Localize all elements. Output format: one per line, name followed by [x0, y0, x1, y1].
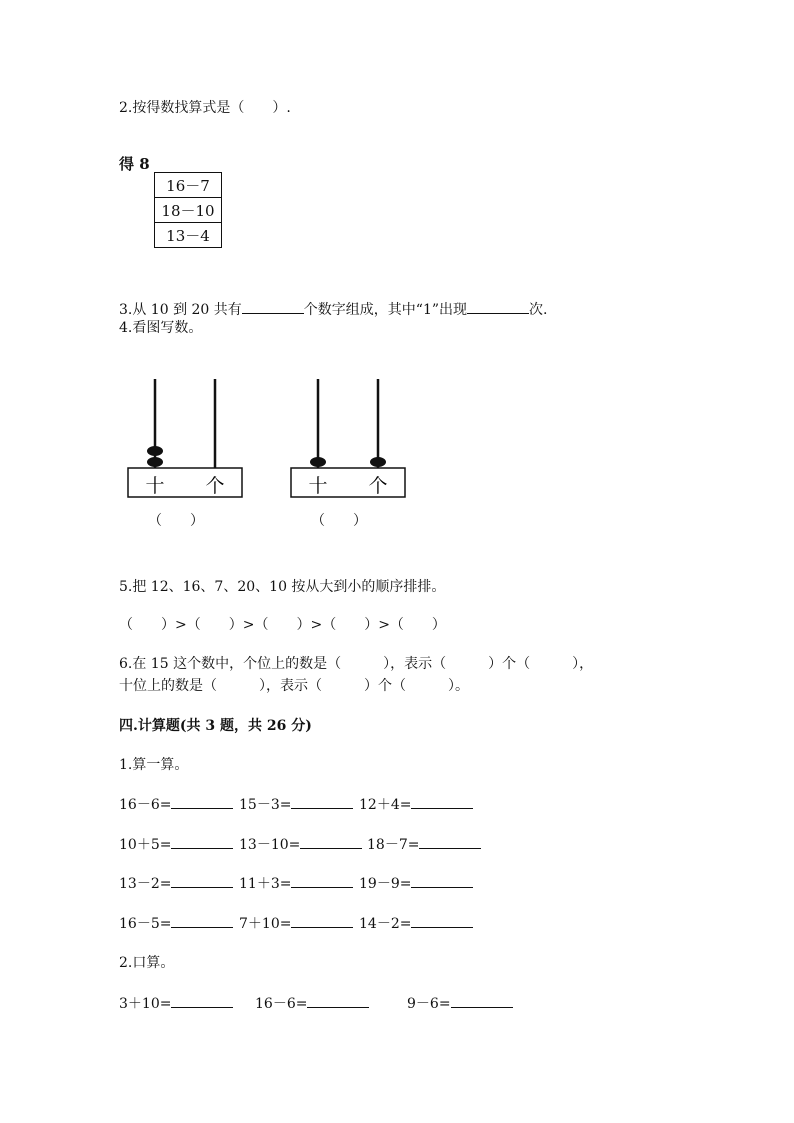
calc-answer-blank[interactable]	[411, 873, 473, 888]
calc-expression: 7＋10=	[239, 916, 292, 932]
calc-expression: 13－10=	[239, 837, 301, 853]
q2-option[interactable]: 18－10	[155, 198, 222, 223]
calc-expression: 11＋3=	[239, 876, 292, 892]
calc-expression: 19－9=	[359, 876, 412, 892]
q6-line2: 十位上的数是（ ），表示（ ）个（ ）。	[119, 678, 469, 694]
calc-answer-blank[interactable]	[300, 834, 362, 849]
calc-expression: 16－6=	[255, 996, 308, 1012]
q3-text	[119, 299, 547, 320]
abacus-ones-label: 个	[368, 475, 388, 497]
calc-expression: 18－7=	[367, 837, 420, 853]
abacus-tens-label: 十	[308, 475, 328, 497]
calc-expression: 9－6=	[407, 996, 451, 1012]
abacus-bead	[147, 446, 163, 456]
calc-answer-blank[interactable]	[291, 913, 353, 928]
abacus-1	[120, 374, 250, 504]
q5-text: 5.把 12、16、7、20、10 按从大到小的顺序排排。	[119, 579, 446, 595]
q4-text: 4.看图写数。	[119, 320, 203, 336]
calc-answer-blank[interactable]	[171, 993, 233, 1008]
abacus-2	[283, 374, 413, 504]
section-title: 四.计算题(共 3 题，共 26 分)	[119, 718, 312, 734]
calc-expression: 16－6=	[119, 797, 172, 813]
calc-expression: 15－3=	[239, 797, 292, 813]
calc-answer-blank[interactable]	[411, 913, 473, 928]
q3-part3: 次.	[529, 302, 548, 318]
q2-text: 2.按得数找算式是（ ）.	[119, 100, 291, 116]
q2-option[interactable]: 13－4	[155, 223, 222, 248]
q3-part1: 3.从 10 到 20 共有	[119, 302, 242, 318]
q2-options-table	[154, 172, 222, 248]
abacus-bead	[310, 457, 326, 467]
calc-answer-blank[interactable]	[451, 993, 513, 1008]
abacus-bead	[370, 457, 386, 467]
calc-answer-blank[interactable]	[419, 834, 481, 849]
calc-expression: 3＋10=	[119, 996, 172, 1012]
calc-answer-blank[interactable]	[307, 993, 369, 1008]
q6-line1: 6.在 15 这个数中，个位上的数是（ ），表示（ ）个（ ），	[119, 656, 594, 672]
calc-answer-blank[interactable]	[171, 794, 233, 809]
calc-expression: 13－2=	[119, 876, 172, 892]
calc-expression: 12＋4=	[359, 797, 412, 813]
abacus-1-answer[interactable]: （ ）	[148, 513, 204, 529]
abacus-tens-label: 十	[145, 475, 165, 497]
q2-option[interactable]: 16－7	[155, 173, 222, 198]
calc-answer-blank[interactable]	[171, 913, 233, 928]
calc-expression: 16－5=	[119, 916, 172, 932]
calc-answer-blank[interactable]	[291, 873, 353, 888]
abacus-bead	[147, 457, 163, 467]
q5-order[interactable]: （ ）>（ ）>（ ）>（ ）>（ ）	[119, 617, 446, 633]
abacus-ones-label: 个	[205, 475, 225, 497]
calc1-title: 1.算一算。	[119, 757, 189, 773]
q3-part2: 个数字组成，其中“1”出现	[303, 302, 468, 318]
calc-answer-blank[interactable]	[411, 794, 473, 809]
calc-expression: 10＋5=	[119, 837, 172, 853]
calc2-title: 2.口算。	[119, 955, 175, 971]
calc-expression: 14－2=	[359, 916, 412, 932]
calc-answer-blank[interactable]	[171, 873, 233, 888]
q3-blank-ones[interactable]	[467, 299, 529, 314]
q3-blank-count[interactable]	[242, 299, 304, 314]
abacus-2-answer[interactable]: （ ）	[311, 513, 367, 529]
calc-answer-blank[interactable]	[171, 834, 233, 849]
calc-answer-blank[interactable]	[291, 794, 353, 809]
q2-label: 得 8	[119, 155, 150, 173]
